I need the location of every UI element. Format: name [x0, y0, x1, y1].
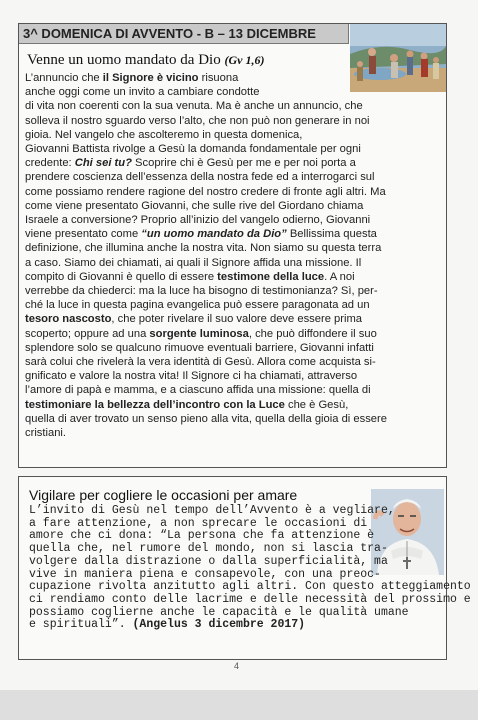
pope-article-body — [29, 504, 471, 632]
emphasis-text: testimoniare la bellezza dell’incontro con la Luce — [25, 398, 285, 411]
text-line — [29, 619, 439, 632]
text-line — [25, 185, 439, 199]
text-run: gioia. Nel vangelo che ascolteremo in questa domenica, — [25, 128, 303, 141]
text-run: amore che ci dona: “La persona che fa attenzione è — [29, 529, 375, 543]
emphasis-text: testimone della luce — [217, 270, 325, 283]
article-title-text: Venne un uomo mandato da Dio — [27, 52, 221, 68]
text-run: l’amore di papà e mamma, e a ciascuno affida una missione: quella di — [25, 384, 371, 397]
text-run: Scoprire chi è Gesù per me e per noi porta a — [131, 157, 356, 170]
text-line — [25, 412, 439, 426]
text-line — [25, 355, 439, 369]
text-run: quella di aver trovato un senso pieno alla vita, quella della gioia di essere — [25, 412, 387, 425]
text-run: credente: — [25, 157, 75, 170]
text-run: a fare attenzione, a non sprecare le occasioni di — [29, 516, 368, 530]
text-run: anche oggi come un invito a cambiare condotte — [25, 86, 260, 99]
text-line — [25, 369, 439, 383]
text-run: sarà colui che rivelerà la vera identità di Gesù. Allora come acquista si- — [25, 356, 376, 369]
text-line — [25, 426, 439, 440]
text-line — [25, 341, 439, 355]
text-run: possiamo coglierne anche le capacità e le qualità umane — [29, 605, 409, 619]
text-run: definizione, che illumina anche la nostra vita. Non siamo su questa terra — [25, 242, 382, 255]
text-run: L’annuncio che — [25, 72, 103, 84]
text-line — [25, 327, 439, 341]
text-line — [25, 99, 439, 113]
emphasis-text: tesoro nascosto — [25, 313, 112, 326]
text-run: viene presentato come — [25, 228, 142, 241]
text-run: prendere coscienza dell’essenza della nostra fede ed a interrogarci sul — [25, 171, 375, 184]
text-line — [25, 241, 439, 255]
text-run: L’invito di Gesù nel tempo dell’Avvento è a vegliare, — [29, 504, 395, 517]
text-run: come viene presentato Giovanni, che sulle rive del Giordano chiama — [25, 199, 364, 212]
emphasis-text: il Signore è vicino — [102, 72, 199, 84]
page-number: 4 — [234, 661, 240, 671]
text-line — [25, 199, 439, 213]
text-run: ci rendiamo conto delle lacrime e delle necessità del prossimo e — [29, 592, 471, 606]
text-run: splendore solo se qualcuno rimuove eventuali barriere, Giovanni infatti — [25, 341, 374, 354]
emphasis-text: “un uomo mandato da Dio” — [141, 228, 287, 241]
text-line — [25, 213, 439, 227]
text-line — [25, 270, 439, 284]
sunday-header: 3^ DOMENICA DI AVVENTO - B – 13 DICEMBRE — [19, 24, 349, 44]
text-run: solleva il nostro sguardo verso l’alto, che non può non generare in noi — [25, 114, 370, 127]
text-run: volgere dalla distrazione o dalla superficialità, ma — [29, 554, 388, 568]
text-run: e spirituali”. — [29, 618, 133, 632]
emphasis-text: sorgente luminosa — [149, 327, 249, 340]
article-title — [27, 52, 264, 69]
text-line — [25, 170, 439, 184]
text-line — [25, 398, 439, 412]
text-run: , che poter rivelare il suo valore deve essere prima — [111, 313, 363, 326]
text-line — [25, 85, 439, 99]
text-run: risuona — [198, 72, 239, 84]
text-run: vive in maniera piena e consapevole, con una preoc- — [29, 567, 381, 581]
text-line — [25, 71, 439, 85]
text-line — [25, 156, 439, 170]
text-line — [25, 312, 439, 326]
text-line — [25, 383, 439, 397]
bible-reference: (Gv 1,6) — [224, 53, 265, 67]
text-run: come possiamo rendere ragione del nostro credere di fronte agli altri. Ma — [25, 185, 386, 198]
text-line — [25, 142, 439, 156]
text-run: cupazione rivolta anzitutto agli altri. Con questo atteggiamento — [29, 580, 471, 594]
article-body — [25, 71, 439, 440]
text-run: verrebbe da chiederci: ma la luce ha bisogno di testimonianza? Sì, per- — [25, 285, 378, 298]
text-run: Bellissima questa — [286, 228, 377, 241]
text-line — [25, 114, 439, 128]
text-line — [25, 227, 439, 241]
text-run: ché la luce in questa pagina evangelica può essere paragonata ad un — [25, 299, 370, 312]
text-line — [25, 298, 439, 312]
text-run: a caso. Siamo dei chiamati, ai quali il Signore affida una missione. Il — [25, 256, 362, 269]
text-run: che è Gesù, — [284, 398, 349, 411]
text-run: di vita non coerenti con la sua venuta. Ma è anche un annuncio, che — [25, 100, 363, 113]
text-line — [25, 128, 439, 142]
text-run: gnificato e valore la nostra vita! Il Signore ci ha chiamati, attraverso — [25, 370, 358, 383]
bottom-margin — [0, 690, 478, 720]
text-run: cristiani. — [25, 427, 67, 440]
text-run: scoperto; oppure ad una — [25, 327, 150, 340]
text-line — [25, 256, 439, 270]
text-run: . A noi — [324, 270, 355, 283]
article-box-pope — [18, 476, 471, 660]
text-run: compito di Giovanni è quello di essere — [25, 270, 218, 283]
article-box-gospel — [18, 23, 447, 468]
text-line — [25, 284, 439, 298]
text-run: Giovanni Battista rivolge a Gesù la domanda fondamentale per ogni — [25, 143, 361, 156]
text-run: , che può diffondere il suo — [248, 327, 377, 340]
emphasis-text: (Angelus 3 dicembre 2017) — [132, 618, 306, 632]
pope-article-title: Vigilare per cogliere le occasioni per amare — [29, 487, 298, 503]
emphasis-text: Chi sei tu? — [74, 157, 132, 170]
text-run: quella che, nel rumore del mondo, non si lascia tra- — [29, 542, 388, 556]
text-run: Israele a conversione? Proprio all’inizio del vangelo odierno, Giovanni — [25, 214, 371, 227]
